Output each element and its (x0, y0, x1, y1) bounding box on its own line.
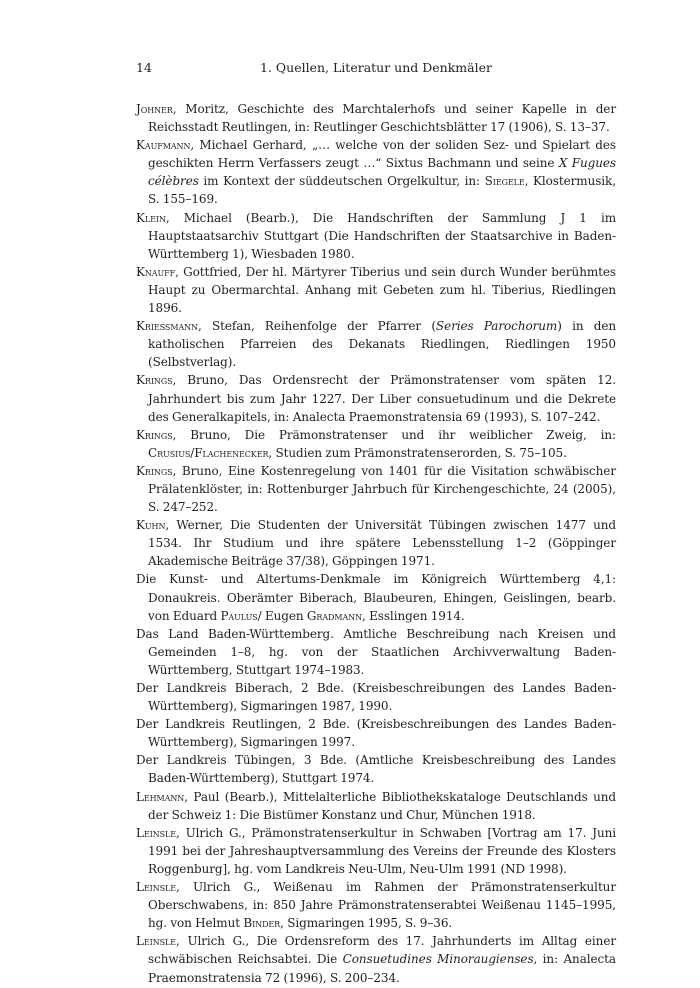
entry-italic-title: Series Parochorum (435, 319, 558, 334)
book-page (136, 60, 616, 987)
entry-text: , Ulrich G., Prämonstratenserkultur in Schwaben [Vortrag am 17. Juni 1991 bei der Jahreshauptversammlung des Vereins der Freunde des Klosters Roggenburg], hg. vom Landkreis Neu-Ulm, Neu-Ulm 1991 (ND 1998). (148, 825, 616, 876)
entry-author: Leinsle (136, 880, 177, 895)
entry-author: Kaufmann (136, 138, 191, 153)
entry-author: Krings (136, 463, 173, 478)
entry-text: , Gottfried, Der hl. Märtyrer Tiberius und sein durch Wunder berühmtes Haupt zu Obermarchtal. Anhang mit Gebeten zum hl. Tiberius, Riedlingen 1896. (148, 264, 616, 316)
entry-author: Johner (136, 102, 173, 116)
page-header (136, 60, 616, 82)
bibliography-entry (136, 878, 616, 932)
entry-text: Das Land Baden-Württemberg. Amtliche Beschreibung nach Kreisen und Gemeinden 1–8, hg. von der Staatlichen Archivverwaltung Baden-Württemberg, Stuttgart 1974–1983. (136, 626, 616, 677)
entry-text: , Bruno, Eine Kostenregelung von 1401 für die Visitation schwäbischer Prälatenklöster, in: Rottenburger Jahrbuch für Kirchengeschichte, 24 (2005), S. 247–252. (148, 463, 616, 515)
entry-text: , Werner, Die Studenten der Universität Tübingen zwischen 1477 und 1534. Ihr Studium und ihre spätere Lebensstellung 1–2 (Göppinger Akademische Beiträge 37/38), Göppingen 1971. (148, 518, 616, 569)
entry-text: Der Landkreis Biberach, 2 Bde. (Kreisbeschreibungen des Landes Baden-Württemberg), Sigmaringen 1987, 1990. (136, 681, 616, 714)
bibliography-list (136, 100, 616, 987)
entry-author: Kuhn (136, 518, 166, 533)
entry-text: , Klostermusik, S. 155–169. (148, 174, 616, 207)
entry-author: Leinsle (136, 934, 177, 949)
bibliography-entry (136, 462, 616, 516)
bibliography-entry (136, 570, 616, 624)
entry-text: , Paul (Bearb.), Mittelalterliche Bibliothekskataloge Deutschlands und der Schweiz 1: Die Bistümer Konstanz und Chur, München 1918. (148, 789, 616, 822)
entry-text: / Eugen (257, 608, 307, 623)
entry-text: , Esslingen 1914. (362, 608, 465, 623)
bibliography-entry (136, 751, 616, 787)
entry-cited-author: Gradmann (306, 608, 363, 623)
bibliography-entry (136, 932, 616, 986)
entry-author: Krings (136, 373, 173, 388)
bibliography-entry (136, 715, 616, 751)
entry-text: , Ulrich G., Weißenau im Rahmen der Prämonstratenserkultur Oberschwabens, in: 850 Jahre Prämonstratenserabtei Weißenau 1145–1995, hg. von Helmut (148, 880, 616, 931)
entry-author: Klein (136, 210, 166, 225)
bibliography-entry (136, 516, 616, 570)
entry-text: , Bruno, Das Ordensrecht der Prämonstratenser vom späten 12. Jahrhundert bis zum Jahr 1227. Der Liber consuetudinum und die Dekrete des Generalkapitels, in: Analecta Praemonstratensia 69 (1993), S. 107–242. (148, 373, 616, 424)
entry-text: , Sigmaringen 1995, S. 9–36. (280, 916, 453, 931)
page-number: 14 (136, 60, 152, 75)
entry-author: Knauff (136, 264, 176, 279)
entry-author: Kriessmann (136, 319, 198, 334)
bibliography-entry (136, 788, 616, 824)
entry-text: im Kontext der süddeutschen Orgelkultur, in: (198, 174, 485, 189)
entry-cited-author: Paulus (220, 608, 258, 623)
entry-text: , Bruno, Die Prämonstratenser und ihr weiblicher Zweig, in: (172, 427, 616, 442)
bibliography-entry (136, 136, 616, 208)
entry-author: Lehmann (136, 789, 185, 804)
entry-cited-author: Binder (243, 916, 281, 931)
bibliography-entry (136, 317, 616, 371)
entry-text: , Stefan, Reihenfolge der Pfarrer ( (197, 319, 436, 334)
bibliography-entry (136, 371, 616, 425)
bibliography-entry (136, 824, 616, 878)
entry-italic-title: X Fugues célèbres (148, 156, 616, 189)
running-title: 1. Quellen, Literatur und Denkmäler (260, 60, 492, 75)
entry-author: Krings (136, 427, 173, 442)
entry-italic-title: Consuetudines Minoraugienses (342, 952, 534, 967)
entry-text: Der Landkreis Reutlingen, 2 Bde. (Kreisbeschreibungen des Landes Baden-Württemberg), Sigmaringen 1997. (136, 717, 616, 750)
entry-cited-author: Crusius/Flachenecker (148, 445, 269, 460)
bibliography-entry (136, 209, 616, 263)
bibliography-entry (136, 625, 616, 679)
entry-text: , Moritz, Geschichte des Marchtalerhofs und seiner Kapelle in der Reichsstadt Reutlingen, in: Reutlinger Geschichtsblätter 17 (1906), S. 13–37. (148, 102, 616, 135)
entry-cited-author: Siegele (484, 174, 525, 189)
entry-text: , in: Analecta Praemonstratensia 72 (1996), S. 200–234. (148, 952, 617, 985)
entry-text: , Michael (Bearb.), Die Handschriften der Sammlung J 1 im Hauptstaatsarchiv Stuttgart (Die Handschriften der Staatsarchive in Baden-Württemberg 1), Wiesbaden 1980. (148, 210, 616, 261)
bibliography-entry (136, 426, 616, 462)
entry-text: , Michael Gerhard, „… welche von der soliden Sez- und Spielart des geschikten Herrn Verfassers zeugt …“ Sixtus Bachmann und seine (148, 138, 616, 171)
bibliography-entry (136, 679, 616, 715)
entry-text: , Studien zum Prämonstratenserorden, S. 75–105. (268, 445, 567, 460)
entry-text: ) in den katholischen Pfarreien des Dekanats Riedlingen, Riedlingen 1950 (Selbstverlag). (148, 319, 616, 370)
entry-text: , Ulrich G., Die Ordensreform des 17. Jahrhunderts im Alltag einer schwäbischen Reichsabtei. Die (148, 934, 616, 967)
bibliography-entry (136, 263, 616, 317)
entry-author: Leinsle (136, 825, 177, 840)
entry-text: Der Landkreis Tübingen, 3 Bde. (Amtliche Kreisbeschreibung des Landes Baden-Württemberg), Stuttgart 1974. (136, 753, 616, 786)
bibliography-entry (136, 100, 616, 136)
entry-text: Die Kunst- und Altertums-Denkmale im Königreich Württemberg 4,1: Donaukreis. Oberämter Biberach, Blaubeuren, Ehingen, Geislingen, bearb. von Eduard (136, 572, 616, 623)
